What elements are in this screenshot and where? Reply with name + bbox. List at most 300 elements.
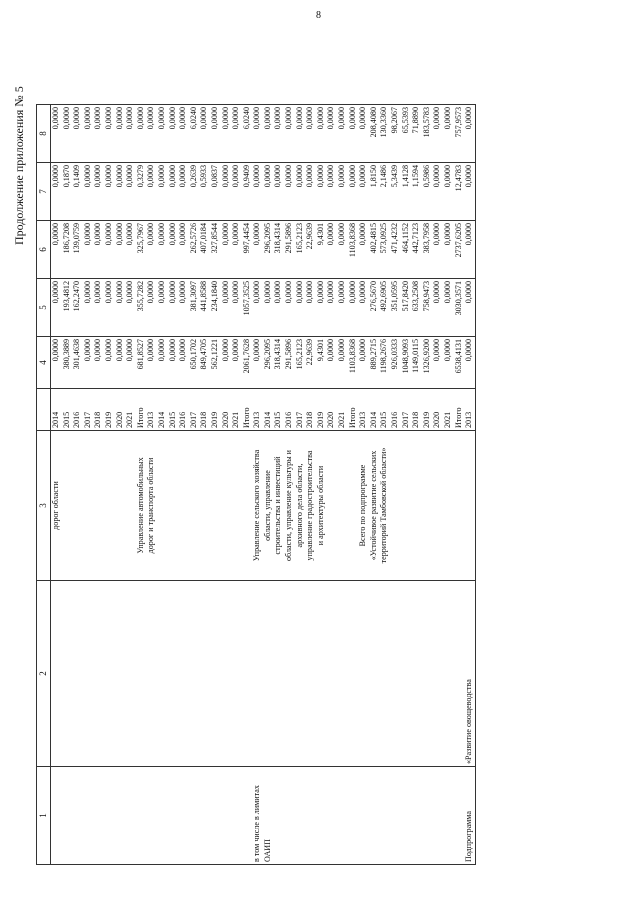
cell-col4: 0,0000: [83, 337, 94, 389]
table-header-row: [37, 105, 51, 865]
cell-col8: 130,3360: [379, 105, 390, 163]
cell-col6: 9,4301: [316, 221, 327, 279]
cell-col4: 9,4301: [316, 337, 327, 389]
cell-col2: [358, 581, 369, 767]
cell-col7: 0,0000: [432, 163, 443, 221]
cell-year: Итого: [136, 389, 147, 431]
cell-col2: [242, 581, 253, 767]
cell-col7: 0,0000: [464, 163, 475, 221]
cell-col7: 0,0000: [178, 163, 189, 221]
cell-col4: 318,4314: [273, 337, 284, 389]
cell-col8: 0,0000: [168, 105, 179, 163]
cell-col4: 0,0000: [146, 337, 157, 389]
appendix-continuation-note: Продолжение приложения № 5: [12, 86, 26, 245]
cell-col5: 0,0000: [348, 279, 359, 337]
cell-col5: 0,0000: [337, 279, 348, 337]
cell-col6: 327,8544: [210, 221, 221, 279]
cell-col6: 186,7208: [62, 221, 73, 279]
cell-col8: 0,0000: [93, 105, 104, 163]
cell-col1: [62, 767, 73, 865]
cell-col3: [168, 431, 179, 581]
cell-col2: [199, 581, 210, 767]
cell-col7: 0,1409: [72, 163, 83, 221]
cell-col7: 1,4128: [401, 163, 412, 221]
cell-col5: 0,0000: [316, 279, 327, 337]
cell-col4: 22,9639: [305, 337, 316, 389]
cell-col2: [390, 581, 401, 767]
cell-col8: 0,0000: [231, 105, 242, 163]
cell-col8: 98,2067: [390, 105, 401, 163]
cell-col3: [189, 431, 200, 581]
cell-year: 2016: [284, 389, 295, 431]
cell-year: 2014: [263, 389, 274, 431]
cell-col4: 0,0000: [157, 337, 168, 389]
cell-col5: 492,6905: [379, 279, 390, 337]
cell-year: 2015: [379, 389, 390, 431]
cell-col6: 573,0925: [379, 221, 390, 279]
cell-year: 2020: [221, 389, 232, 431]
cell-col1: [104, 767, 115, 865]
column-header: 8: [37, 105, 51, 163]
cell-col2: [379, 581, 390, 767]
cell-col1: [411, 767, 422, 865]
cell-year: 2016: [178, 389, 189, 431]
cell-col7: 0,0000: [337, 163, 348, 221]
cell-col1: [157, 767, 168, 865]
cell-col3: территорий Тамбовской области»: [379, 431, 390, 581]
cell-col1: [125, 767, 136, 865]
cell-col1: [199, 767, 210, 865]
cell-col2: [178, 581, 189, 767]
cell-col5: 0,0000: [295, 279, 306, 337]
cell-col8: 71,8890: [411, 105, 422, 163]
cell-col5: 0,0000: [326, 279, 337, 337]
cell-col8: 0,0000: [284, 105, 295, 163]
table-row: [93, 105, 104, 865]
cell-col2: [136, 581, 147, 767]
cell-year: Итого: [348, 389, 359, 431]
cell-col3: [432, 431, 443, 581]
cell-col7: 0,5933: [199, 163, 210, 221]
table-row: [348, 105, 359, 865]
cell-col8: 0,0000: [348, 105, 359, 163]
cell-year: 2019: [422, 389, 433, 431]
cell-col1: [432, 767, 443, 865]
cell-col1: [273, 767, 284, 865]
cell-col1: [210, 767, 221, 865]
table-row: [337, 105, 348, 865]
cell-year: 2019: [210, 389, 221, 431]
cell-col4: 2061,7628: [242, 337, 253, 389]
cell-year: Итого: [242, 389, 253, 431]
cell-col6: 0,0000: [326, 221, 337, 279]
cell-col3: области, управление культуры и: [284, 431, 295, 581]
cell-col6: 22,9639: [305, 221, 316, 279]
cell-col2: [72, 581, 83, 767]
cell-col7: 1,8150: [369, 163, 380, 221]
cell-col6: 0,0000: [432, 221, 443, 279]
cell-col5: 0,0000: [464, 279, 475, 337]
table-row: [422, 105, 433, 865]
cell-col2: [369, 581, 380, 767]
cell-col1: [178, 767, 189, 865]
cell-year: 2017: [401, 389, 412, 431]
cell-col8: 0,0000: [146, 105, 157, 163]
cell-col1: [369, 767, 380, 865]
cell-col7: 0,0000: [305, 163, 316, 221]
cell-col5: 3030,3571: [454, 279, 465, 337]
cell-col3: [115, 431, 126, 581]
cell-col4: 650,1702: [189, 337, 200, 389]
cell-col8: 0,0000: [305, 105, 316, 163]
table-row: [125, 105, 136, 865]
cell-col7: 0,0000: [284, 163, 295, 221]
cell-col3: [231, 431, 242, 581]
cell-col8: 0,0000: [104, 105, 115, 163]
cell-col5: 0,0000: [93, 279, 104, 337]
table-body: [51, 105, 476, 865]
cell-col6: 0,0000: [104, 221, 115, 279]
cell-col3: [221, 431, 232, 581]
page-number: 8: [316, 10, 321, 21]
cell-col1: [83, 767, 94, 865]
cell-col7: 0,0000: [263, 163, 274, 221]
cell-col2: [157, 581, 168, 767]
cell-col3: [199, 431, 210, 581]
cell-col2: [125, 581, 136, 767]
cell-col8: 0,0000: [136, 105, 147, 163]
cell-col6: 402,4815: [369, 221, 380, 279]
cell-col7: 0,0000: [231, 163, 242, 221]
table-row: [432, 105, 443, 865]
cell-col7: 0,0000: [348, 163, 359, 221]
table-row: [464, 105, 475, 865]
cell-col1: [305, 767, 316, 865]
cell-col3: Всего по подпрограмме: [358, 431, 369, 581]
cell-col5: 441,8588: [199, 279, 210, 337]
table-row: [210, 105, 221, 865]
cell-col8: 0,0000: [199, 105, 210, 163]
table-row: [199, 105, 210, 865]
cell-col5: 0,0000: [273, 279, 284, 337]
cell-col1: [443, 767, 454, 865]
cell-col2: [83, 581, 94, 767]
cell-col4: 380,3889: [62, 337, 73, 389]
table-row: [72, 105, 83, 865]
cell-col3: [326, 431, 337, 581]
table-row: [443, 105, 454, 865]
cell-col8: 0,0000: [358, 105, 369, 163]
cell-col8: 0,0000: [221, 105, 232, 163]
cell-col4: 0,0000: [168, 337, 179, 389]
cell-col8: 65,5393: [401, 105, 412, 163]
cell-col4: 0,0000: [125, 337, 136, 389]
cell-col2: «Развитие овощеводства: [464, 581, 475, 767]
cell-col8: 0,0000: [157, 105, 168, 163]
cell-col3: дорог и транспорта области: [146, 431, 157, 581]
cell-col3: Управление сельского хозяйства: [252, 431, 263, 581]
table-row: [51, 105, 62, 865]
cell-col6: 296,2095: [263, 221, 274, 279]
cell-col3: дорог области: [51, 431, 62, 581]
cell-col8: 0,0000: [432, 105, 443, 163]
cell-col1: [136, 767, 147, 865]
cell-col1: Подпрограмма: [464, 767, 475, 865]
cell-col2: [252, 581, 263, 767]
cell-year: 2021: [231, 389, 242, 431]
cell-col7: 0,0000: [316, 163, 327, 221]
cell-col3: [62, 431, 73, 581]
cell-col5: 381,3097: [189, 279, 200, 337]
cell-col7: 0,0000: [157, 163, 168, 221]
cell-year: 2016: [390, 389, 401, 431]
cell-col6: 407,0184: [199, 221, 210, 279]
cell-col2: [189, 581, 200, 767]
cell-col6: 0,0000: [443, 221, 454, 279]
cell-col6: 0,0000: [464, 221, 475, 279]
cell-col4: 0,0000: [432, 337, 443, 389]
cell-col4: 0,0000: [464, 337, 475, 389]
cell-col1: [326, 767, 337, 865]
cell-col2: [221, 581, 232, 767]
cell-col8: 0,0000: [51, 105, 62, 163]
cell-col8: 0,0000: [316, 105, 327, 163]
cell-col3: [242, 431, 253, 581]
cell-col5: 0,0000: [125, 279, 136, 337]
cell-col6: 442,7123: [411, 221, 422, 279]
cell-col2: [62, 581, 73, 767]
cell-col8: 0,0000: [443, 105, 454, 163]
cell-col8: 0,0000: [115, 105, 126, 163]
cell-col6: 325,7967: [136, 221, 147, 279]
cell-col6: 0,0000: [231, 221, 242, 279]
cell-col1: [221, 767, 232, 865]
column-header: 4: [37, 337, 51, 389]
cell-col3: [348, 431, 359, 581]
cell-year: 2018: [93, 389, 104, 431]
cell-col3: [411, 431, 422, 581]
table-row: [454, 105, 465, 865]
cell-col1: [242, 767, 253, 865]
cell-col1: [189, 767, 200, 865]
cell-col6: 0,0000: [93, 221, 104, 279]
cell-col6: 383,7958: [422, 221, 433, 279]
cell-col1: [231, 767, 242, 865]
cell-col2: [316, 581, 327, 767]
cell-col4: 6538,4131: [454, 337, 465, 389]
cell-col6: 0,0000: [337, 221, 348, 279]
table-row: [242, 105, 253, 865]
cell-col5: 0,0000: [168, 279, 179, 337]
cell-col7: 0,0000: [358, 163, 369, 221]
cell-col7: 0,0000: [51, 163, 62, 221]
cell-col5: 162,2470: [72, 279, 83, 337]
cell-year: 2014: [51, 389, 62, 431]
cell-col1: [72, 767, 83, 865]
cell-col4: 0,0000: [51, 337, 62, 389]
cell-col2: [273, 581, 284, 767]
cell-col4: 291,5896: [284, 337, 295, 389]
cell-col7: 0,1870: [62, 163, 73, 221]
cell-col6: 291,5896: [284, 221, 295, 279]
cell-year: 2017: [295, 389, 306, 431]
cell-col1: [51, 767, 62, 865]
cell-col7: 0,0837: [210, 163, 221, 221]
cell-col7: 0,0000: [104, 163, 115, 221]
cell-col8: 208,4080: [369, 105, 380, 163]
cell-col2: [295, 581, 306, 767]
cell-col2: [104, 581, 115, 767]
cell-col3: строительства и инвестиций: [273, 431, 284, 581]
cell-col2: [326, 581, 337, 767]
cell-col2: [210, 581, 221, 767]
table-row: [104, 105, 115, 865]
cell-col1: [146, 767, 157, 865]
cell-year: 2021: [337, 389, 348, 431]
cell-year: 2017: [83, 389, 94, 431]
cell-col5: 0,0000: [263, 279, 274, 337]
table-row: [178, 105, 189, 865]
table-row: [136, 105, 147, 865]
cell-col5: 0,0000: [115, 279, 126, 337]
cell-col7: 0,0000: [115, 163, 126, 221]
cell-col1: [454, 767, 465, 865]
cell-col2: [454, 581, 465, 767]
cell-col1: [358, 767, 369, 865]
table-row: [115, 105, 126, 865]
cell-col3: [401, 431, 412, 581]
cell-col2: [231, 581, 242, 767]
cell-col7: 2,1486: [379, 163, 390, 221]
cell-col5: 0,0000: [178, 279, 189, 337]
cell-col4: 849,4705: [199, 337, 210, 389]
cell-col5: 0,0000: [358, 279, 369, 337]
cell-col7: 0,0000: [83, 163, 94, 221]
cell-col6: 0,0000: [115, 221, 126, 279]
cell-col4: 0,0000: [178, 337, 189, 389]
table-row: [83, 105, 94, 865]
cell-col1: [295, 767, 306, 865]
cell-col3: [210, 431, 221, 581]
cell-col6: 0,0000: [157, 221, 168, 279]
cell-col3: [454, 431, 465, 581]
column-header: 1: [37, 767, 51, 865]
cell-col1: [168, 767, 179, 865]
cell-col8: 0,0000: [273, 105, 284, 163]
table-row: [379, 105, 390, 865]
table-row: [369, 105, 380, 865]
table-row: [411, 105, 422, 865]
cell-col5: 355,7282: [136, 279, 147, 337]
cell-col7: 5,3439: [390, 163, 401, 221]
cell-col4: 0,0000: [358, 337, 369, 389]
cell-col8: 0,0000: [178, 105, 189, 163]
cell-col3: управление градостроительства: [305, 431, 316, 581]
column-header: 6: [37, 221, 51, 279]
cell-col6: 0,0000: [51, 221, 62, 279]
table-row: [252, 105, 263, 865]
cell-col3: [83, 431, 94, 581]
cell-col6: 2737,6205: [454, 221, 465, 279]
table-row: [157, 105, 168, 865]
cell-col4: 1103,8368: [348, 337, 359, 389]
cell-year: 2021: [443, 389, 454, 431]
cell-year: 2019: [104, 389, 115, 431]
table-row: [273, 105, 284, 865]
column-header: 7: [37, 163, 51, 221]
table-row: [189, 105, 200, 865]
cell-col4: 0,0000: [337, 337, 348, 389]
cell-col2: [411, 581, 422, 767]
cell-col5: 0,0000: [252, 279, 263, 337]
table-row: [168, 105, 179, 865]
cell-year: 2013: [358, 389, 369, 431]
table-row: [305, 105, 316, 865]
table-row: [390, 105, 401, 865]
cell-col7: 0,9409: [242, 163, 253, 221]
table-row: [62, 105, 73, 865]
cell-col7: 0,0000: [168, 163, 179, 221]
cell-col5: 633,2508: [411, 279, 422, 337]
table-row: [316, 105, 327, 865]
cell-col4: 926,0333: [390, 337, 401, 389]
column-header: 2: [37, 581, 51, 767]
cell-col1: ОАИП: [263, 767, 274, 865]
cell-year: 2020: [326, 389, 337, 431]
cell-col3: [443, 431, 454, 581]
cell-col3: [104, 431, 115, 581]
cell-col2: [168, 581, 179, 767]
table-row: [221, 105, 232, 865]
cell-col5: 0,0000: [146, 279, 157, 337]
cell-year: 2013: [464, 389, 475, 431]
cell-col5: 0,0000: [231, 279, 242, 337]
cell-col5: 0,0000: [432, 279, 443, 337]
cell-year: 2020: [432, 389, 443, 431]
cell-col4: 0,0000: [231, 337, 242, 389]
cell-col3: архивного дела области,: [295, 431, 306, 581]
cell-col4: 296,2095: [263, 337, 274, 389]
cell-col7: 12,4783: [454, 163, 465, 221]
budget-table: [36, 104, 476, 865]
table-row: [146, 105, 157, 865]
cell-year: 2015: [62, 389, 73, 431]
cell-col3: [422, 431, 433, 581]
cell-year: 2013: [146, 389, 157, 431]
cell-col7: 0,3279: [136, 163, 147, 221]
cell-col5: 0,0000: [83, 279, 94, 337]
cell-col3: области, управление: [263, 431, 274, 581]
cell-year: 2021: [125, 389, 136, 431]
cell-year: Итого: [454, 389, 465, 431]
cell-col8: 0,0000: [295, 105, 306, 163]
cell-col5: 0,0000: [104, 279, 115, 337]
column-header: 3: [37, 431, 51, 581]
cell-col8: 0,0000: [252, 105, 263, 163]
cell-col4: 0,0000: [443, 337, 454, 389]
cell-col2: [146, 581, 157, 767]
cell-col1: [379, 767, 390, 865]
cell-col6: 0,0000: [252, 221, 263, 279]
cell-year: 2020: [115, 389, 126, 431]
cell-col2: [51, 581, 62, 767]
cell-col6: 0,0000: [146, 221, 157, 279]
cell-col8: 0,0000: [263, 105, 274, 163]
cell-year: 2015: [168, 389, 179, 431]
cell-col7: 0,5986: [422, 163, 433, 221]
cell-col4: 1198,2676: [379, 337, 390, 389]
table-row: [284, 105, 295, 865]
